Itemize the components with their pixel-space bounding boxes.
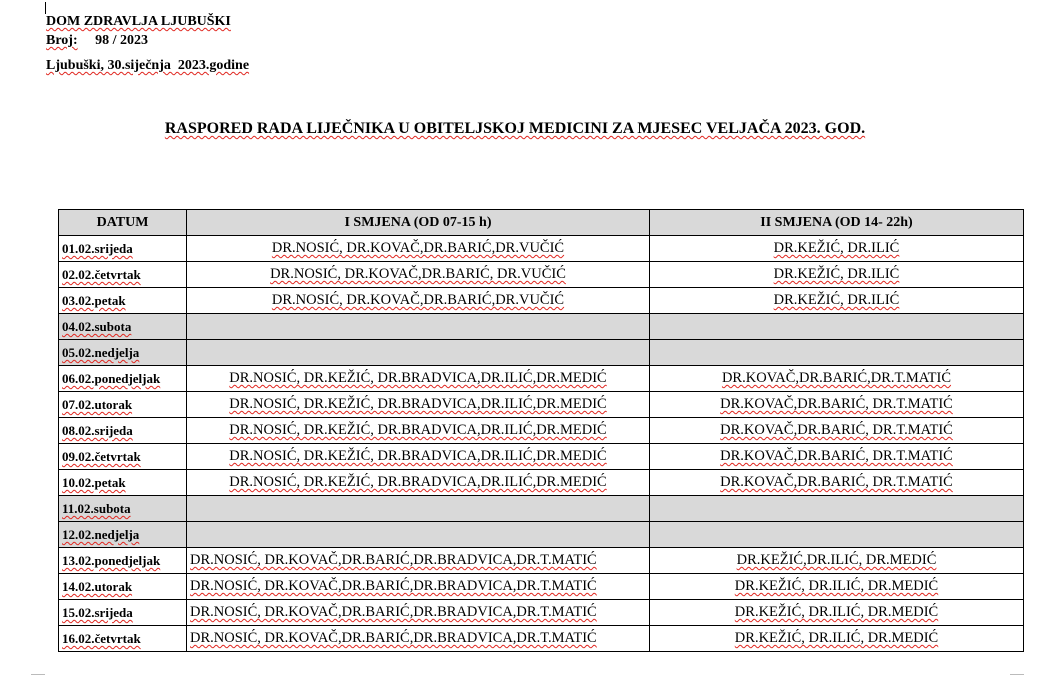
- shift2-cell: [650, 314, 1024, 340]
- schedule-table: [58, 209, 1024, 652]
- date-cell-text: 06.02.ponedjeljak: [62, 371, 161, 386]
- shift2-cell-text: DR.KOVAČ,DR.BARIĆ, DR.T.MATIĆ: [720, 474, 953, 490]
- date-cell: [59, 262, 187, 288]
- date-cell: [59, 340, 187, 366]
- table-row: [59, 496, 1024, 522]
- shift2-cell-text: DR.KEŽIĆ, DR.ILIĆ: [773, 292, 900, 308]
- date-cell-text: 12.02.nedjelja: [62, 527, 140, 542]
- column-header-date: DATUM: [59, 210, 187, 236]
- table-row: [59, 548, 1024, 574]
- date-cell: [59, 600, 187, 626]
- number-value: 98 / 2023: [95, 33, 149, 48]
- shift1-cell: [187, 288, 650, 314]
- date-cell: [59, 366, 187, 392]
- date-cell-text: 11.02.subota: [62, 501, 131, 516]
- institution-name: DOM ZDRAVLJA LJUBUŠKI: [46, 14, 231, 29]
- shift2-cell: [650, 574, 1024, 600]
- document-title-text: RASPORED RADA LIJEČNIKA U OBITELJSKOJ MEDICINI ZA MJESEC VELJAČA 2023. GOD.: [164, 120, 866, 137]
- table-row: [59, 626, 1024, 652]
- date-cell-text: 04.02.subota: [62, 319, 132, 334]
- date-cell-text: 13.02.ponedjeljak: [62, 553, 161, 568]
- date-cell: [59, 548, 187, 574]
- shift1-cell: [187, 522, 650, 548]
- shift2-cell: [650, 548, 1024, 574]
- shift1-cell-text: DR.NOSIĆ, DR.KOVAČ,DR.BARIĆ,DR.VUČIĆ: [271, 240, 565, 256]
- table-row: [59, 236, 1024, 262]
- table-row: [59, 314, 1024, 340]
- shift1-cell: [187, 496, 650, 522]
- shift1-cell-text: DR.NOSIĆ, DR.KOVAČ,DR.BARIĆ,DR.BRADVICA,DR.T.MATIĆ: [190, 552, 597, 568]
- date-cell-text: 09.02.četvrtak: [62, 449, 141, 464]
- shift1-cell-text: DR.NOSIĆ, DR.KEŽIĆ, DR.BRADVICA,DR.ILIĆ,DR.MEDIĆ: [229, 474, 607, 490]
- shift1-cell-text: DR.NOSIĆ, DR.KEŽIĆ, DR.BRADVICA,DR.ILIĆ,DR.MEDIĆ: [229, 396, 607, 412]
- date-line: Ljubuški, 30.siječnja 2023.godine: [46, 58, 250, 73]
- date-cell-text: 05.02.nedjelja: [62, 345, 140, 360]
- shift2-cell: [650, 236, 1024, 262]
- shift1-cell: [187, 314, 650, 340]
- shift1-cell-text: DR.NOSIĆ, DR.KOVAČ,DR.BARIĆ,DR.BRADVICA,DR.T.MATIĆ: [190, 578, 597, 594]
- shift1-cell: [187, 626, 650, 652]
- table-row: [59, 262, 1024, 288]
- table-row: [59, 444, 1024, 470]
- page-edge-mark: [31, 674, 45, 675]
- date-cell-text: 03.02.petak: [62, 293, 126, 308]
- shift1-cell: [187, 548, 650, 574]
- shift1-cell: [187, 366, 650, 392]
- shift1-cell: [187, 470, 650, 496]
- column-header-shift2: II SMJENA (OD 14- 22h): [650, 210, 1024, 236]
- shift1-cell: [187, 236, 650, 262]
- shift2-cell: [650, 366, 1024, 392]
- shift2-cell: [650, 522, 1024, 548]
- schedule-body: [59, 236, 1024, 652]
- shift1-cell: [187, 340, 650, 366]
- shift2-cell-text: DR.KOVAČ,DR.BARIĆ, DR.T.MATIĆ: [720, 422, 953, 438]
- shift2-cell: [650, 392, 1024, 418]
- table-row: [59, 392, 1024, 418]
- date-cell: [59, 496, 187, 522]
- date-cell-text: 08.02.srijeda: [62, 423, 133, 438]
- date-cell-text: 02.02.četvrtak: [62, 267, 141, 282]
- shift2-cell: [650, 496, 1024, 522]
- shift2-cell-text: DR.KOVAČ,DR.BARIĆ, DR.T.MATIĆ: [720, 448, 953, 464]
- date-cell: [59, 392, 187, 418]
- table-row: [59, 522, 1024, 548]
- date-cell-text: 15.02.srijeda: [62, 605, 133, 620]
- shift2-cell: [650, 444, 1024, 470]
- shift1-cell-text: DR.NOSIĆ, DR.KEŽIĆ, DR.BRADVICA,DR.ILIĆ,DR.MEDIĆ: [229, 422, 607, 438]
- date-cell: [59, 236, 187, 262]
- shift1-cell-text: DR.NOSIĆ, DR.KOVAČ,DR.BARIĆ,DR.BRADVICA,DR.T.MATIĆ: [190, 604, 597, 620]
- shift2-cell-text: DR.KEŽIĆ,DR.ILIĆ, DR.MEDIĆ: [736, 552, 937, 568]
- shift2-cell-text: DR.KOVAČ,DR.BARIĆ, DR.T.MATIĆ: [720, 396, 953, 412]
- date-cell-text: 07.02.utorak: [62, 397, 133, 412]
- number-label: Broj:: [46, 33, 78, 48]
- table-row: [59, 470, 1024, 496]
- shift2-cell: [650, 418, 1024, 444]
- shift2-cell-text: DR.KOVAČ,DR.BARIĆ,DR.T.MATIĆ: [721, 370, 952, 386]
- shift1-cell-text: DR.NOSIĆ, DR.KOVAČ,DR.BARIĆ, DR.VUČIĆ: [270, 266, 566, 282]
- date-cell-text: 01.02.srijeda: [62, 241, 133, 256]
- table-header-row: [59, 210, 1024, 236]
- date-cell-text: 14.02.utorak: [62, 579, 133, 594]
- shift1-cell: [187, 574, 650, 600]
- document-title: [0, 120, 1030, 138]
- shift2-cell: [650, 470, 1024, 496]
- document-number: [46, 33, 148, 49]
- shift1-cell: [187, 392, 650, 418]
- shift2-cell: [650, 288, 1024, 314]
- shift2-cell-text: DR.KEŽIĆ, DR.ILIĆ, DR.MEDIĆ: [734, 630, 939, 646]
- shift1-cell-text: DR.NOSIĆ, DR.KOVAČ,DR.BARIĆ,DR.BRADVICA,DR.T.MATIĆ: [190, 630, 597, 646]
- shift1-cell: [187, 262, 650, 288]
- shift1-cell: [187, 444, 650, 470]
- shift2-cell-text: DR.KEŽIĆ, DR.ILIĆ, DR.MEDIĆ: [734, 578, 939, 594]
- shift1-cell-text: DR.NOSIĆ, DR.KOVAČ,DR.BARIĆ,DR.VUČIĆ: [271, 292, 565, 308]
- table-row: [59, 600, 1024, 626]
- date-cell: [59, 626, 187, 652]
- date-cell-text: 10.02.petak: [62, 475, 126, 490]
- date-cell-text: 16.02.četvrtak: [62, 631, 141, 646]
- column-header-shift1: I SMJENA (OD 07-15 h): [187, 210, 650, 236]
- table-row: [59, 418, 1024, 444]
- shift1-cell: [187, 418, 650, 444]
- shift1-cell-text: DR.NOSIĆ, DR.KEŽIĆ, DR.BRADVICA,DR.ILIĆ,DR.MEDIĆ: [229, 448, 607, 464]
- date-cell: [59, 444, 187, 470]
- shift2-cell: [650, 626, 1024, 652]
- table-row: [59, 340, 1024, 366]
- text-cursor: [45, 2, 46, 14]
- page-edge-mark: [1010, 674, 1024, 675]
- shift2-cell: [650, 600, 1024, 626]
- table-row: [59, 366, 1024, 392]
- shift2-cell: [650, 262, 1024, 288]
- shift2-cell-text: DR.KEŽIĆ, DR.ILIĆ: [773, 266, 900, 282]
- date-cell: [59, 574, 187, 600]
- date-cell: [59, 522, 187, 548]
- date-cell: [59, 314, 187, 340]
- shift1-cell-text: DR.NOSIĆ, DR.KEŽIĆ, DR.BRADVICA,DR.ILIĆ,DR.MEDIĆ: [229, 370, 607, 386]
- date-cell: [59, 470, 187, 496]
- date-cell: [59, 418, 187, 444]
- shift2-cell: [650, 340, 1024, 366]
- shift1-cell: [187, 600, 650, 626]
- table-row: [59, 288, 1024, 314]
- shift2-cell-text: DR.KEŽIĆ, DR.ILIĆ, DR.MEDIĆ: [734, 604, 939, 620]
- table-row: [59, 574, 1024, 600]
- date-cell: [59, 288, 187, 314]
- shift2-cell-text: DR.KEŽIĆ, DR.ILIĆ: [773, 240, 900, 256]
